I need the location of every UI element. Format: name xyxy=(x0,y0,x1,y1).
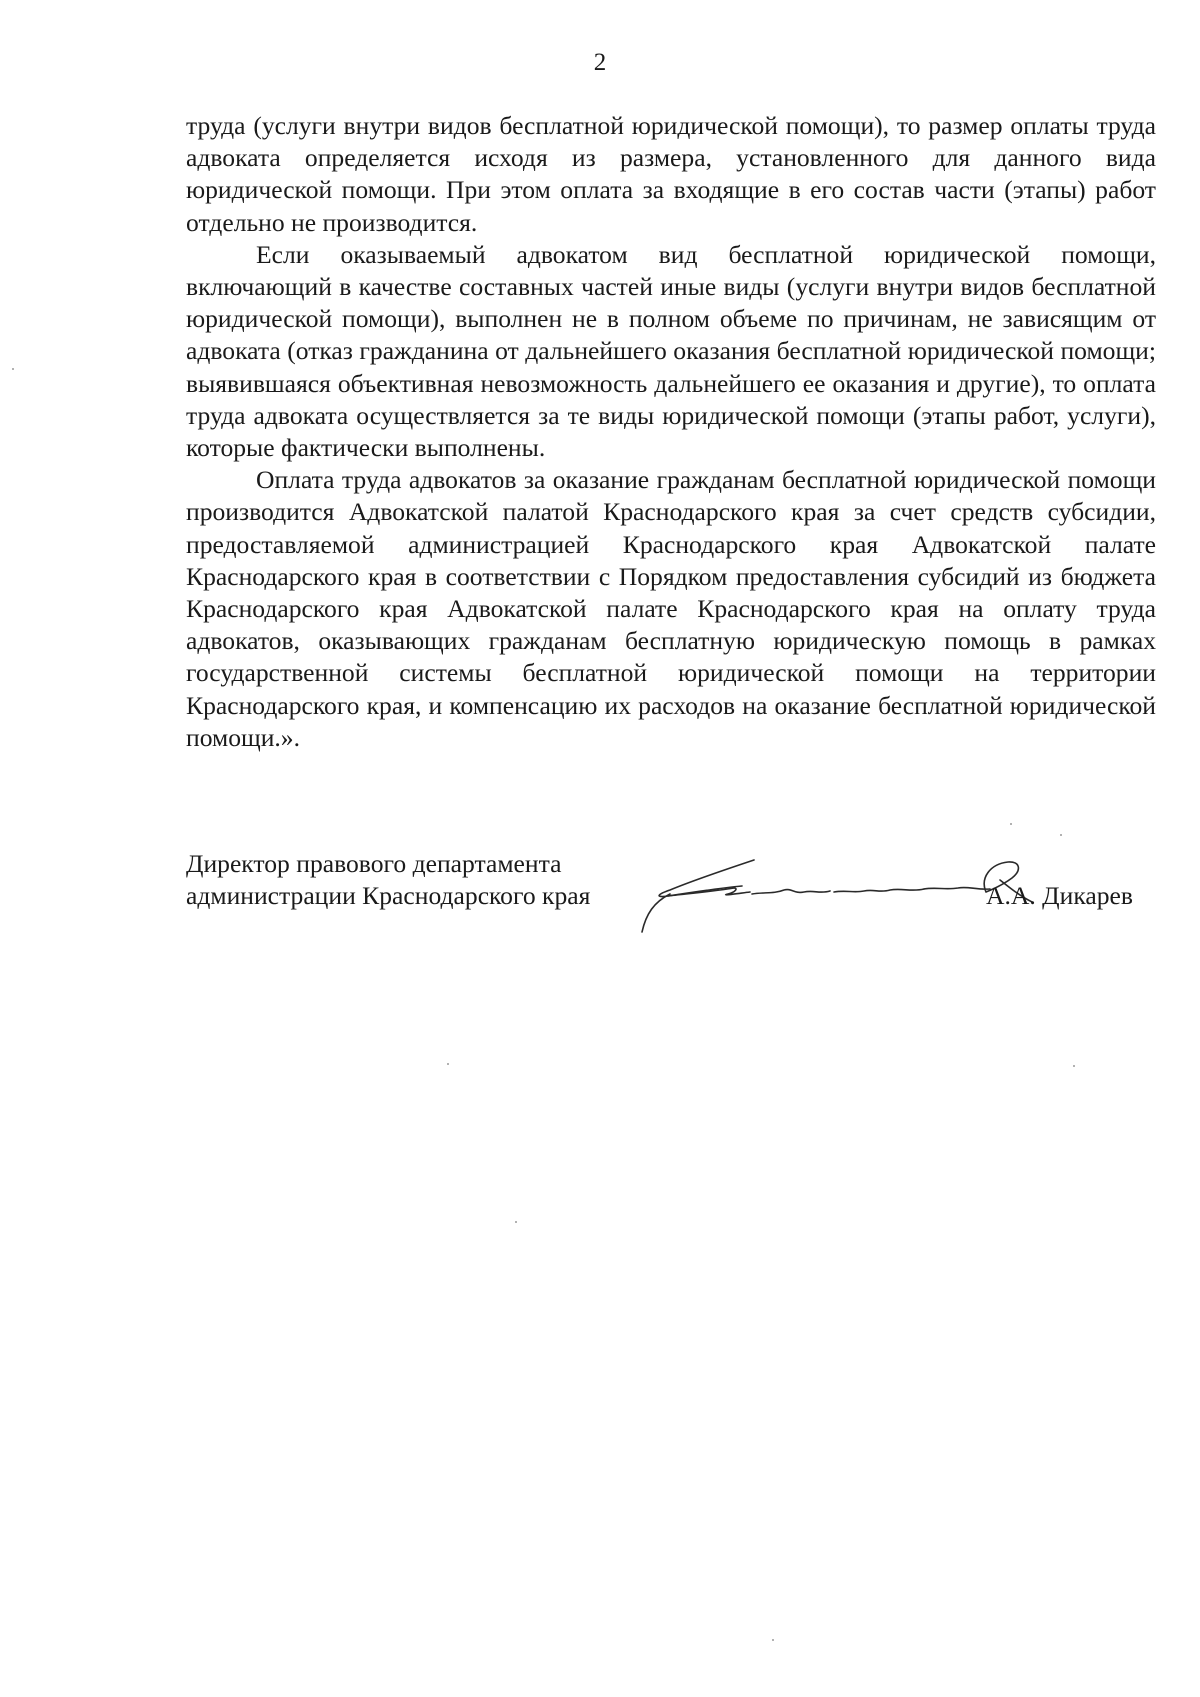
scan-speck xyxy=(12,368,14,370)
scan-speck xyxy=(1010,823,1012,825)
paragraph: Оплата труда адвокатов за оказание гражданам бесплатной юридической помощи производится Адвокатской палатой Краснодарского края за счет средств субсидии, предоставляемой администрацией Краснодарского края Адвокатской палате Краснодарского края в соответствии с Порядком предоставления субсидий из бюджета Краснодарского края Адвокатской палате Краснодарского края на оплату труда адвокатов, оказывающих гражданам бесплатную юридическую помощь в рамках государственной системы бесплатной юридической помощи на территории Краснодарского края, и компенсацию их расходов на оказание бесплатной юридической помощи.». xyxy=(186,465,1156,752)
signatory-title-line: администрации Краснодарского края xyxy=(186,881,591,910)
signatory-title xyxy=(186,848,590,912)
scan-speck xyxy=(447,1063,449,1065)
scan-speck xyxy=(1060,834,1062,836)
paragraph: Если оказываемый адвокатом вид бесплатной юридической помощи, включающий в качестве составных частей иные виды (услуги внутри видов бесплатной юридической помощи), выполнен не в полном объеме по причинам, не зависящим от адвоката (отказ гражданина от дальнейшего оказания бесплатной юридической помощи; выявившаяся объективная невозможность дальнейшего ее оказания и другие), то оплата труда адвоката осуществляется за те виды юридической помощи (этапы работ, услуги), которые фактически выполнены. xyxy=(186,239,1156,463)
signatory-name: А.А. Дикарев xyxy=(986,881,1133,910)
handwritten-signature xyxy=(624,836,1044,940)
document-body xyxy=(186,110,1156,754)
signatory-title-line: Директор правового департамента xyxy=(186,849,562,878)
paragraph-continuation: труда (услуги внутри видов бесплатной юридической помощи), то размер оплаты труда адвоката определяется исходя из размера, установленного для данного вида юридической помощи. При этом оплата за входящие в его состав части (этапы) работ отдельно не производится. xyxy=(186,111,1156,237)
scan-speck xyxy=(515,1221,517,1223)
signature-block xyxy=(186,848,1156,928)
scan-speck xyxy=(772,1639,774,1641)
page-number: 2 xyxy=(593,49,607,76)
scan-speck xyxy=(1073,1065,1075,1067)
